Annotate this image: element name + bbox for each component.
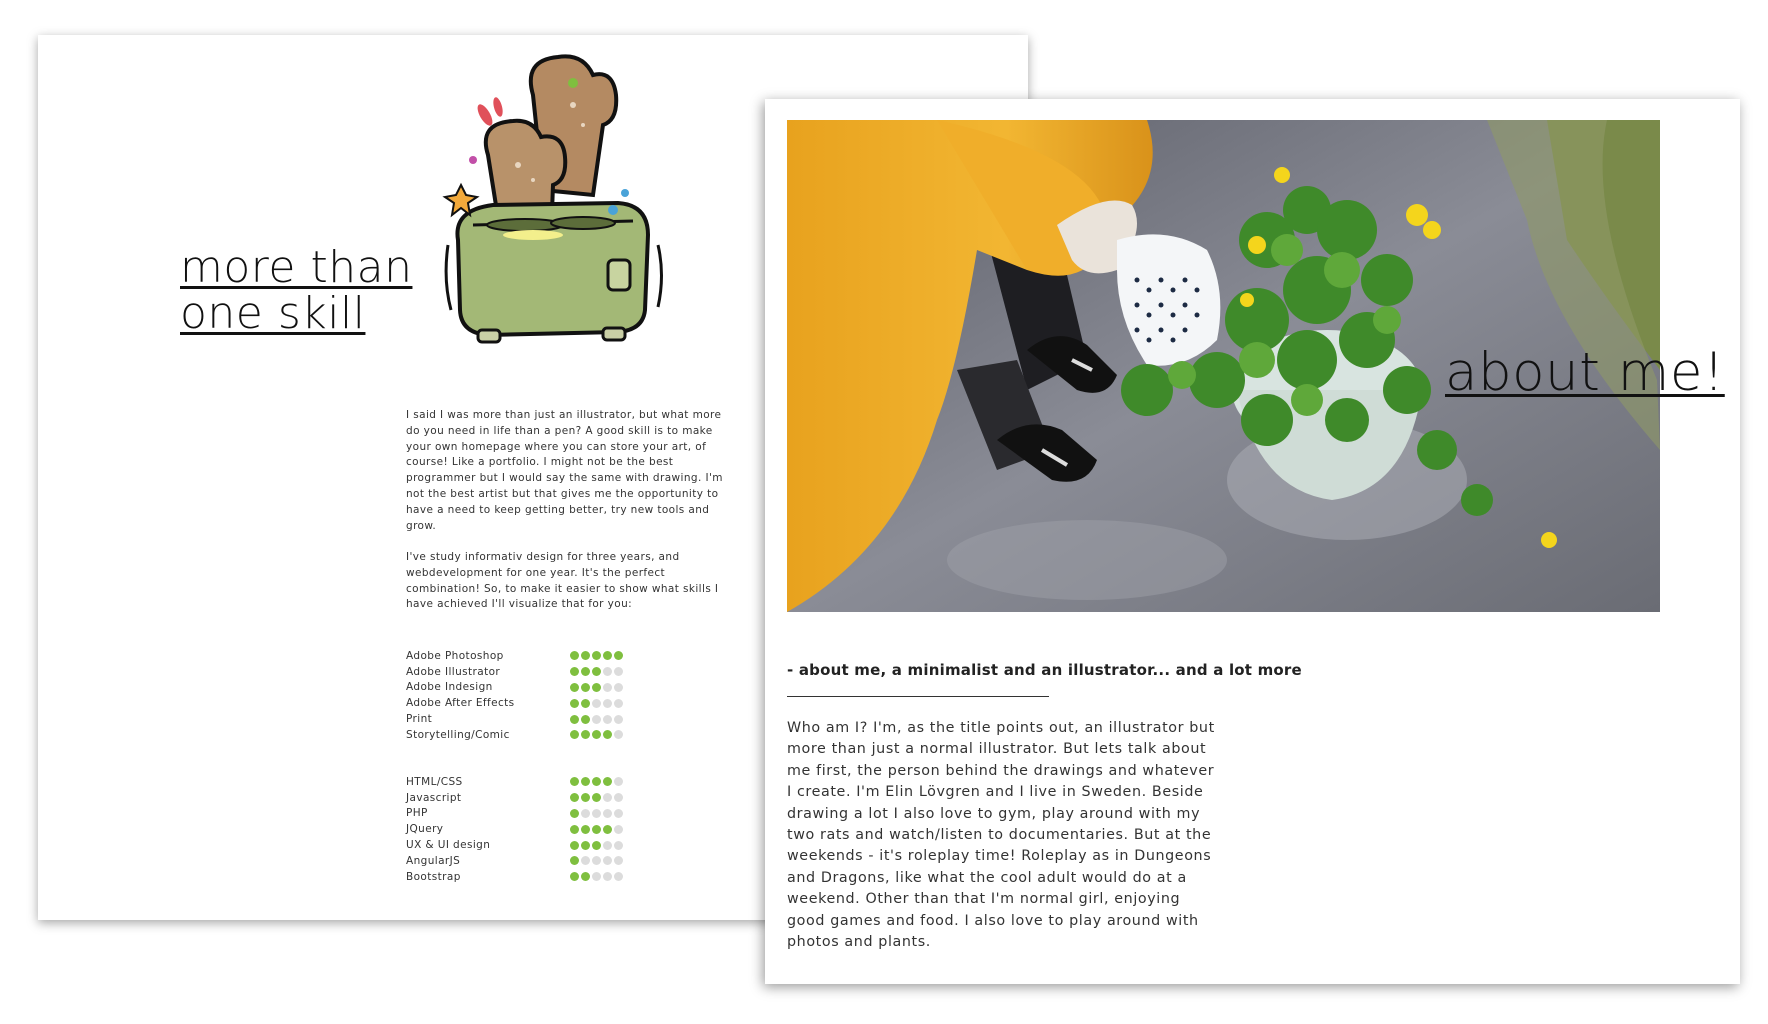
skills-heading-line1: more than — [180, 242, 413, 293]
skill-rating — [570, 715, 623, 724]
toaster-illustration — [433, 45, 683, 345]
rating-dot-filled — [581, 872, 590, 881]
skill-row — [406, 837, 646, 853]
rating-dot-empty — [614, 715, 623, 724]
rating-dot-filled — [581, 825, 590, 834]
rating-dot-empty — [614, 841, 623, 850]
rating-dot-empty — [581, 856, 590, 865]
skill-row — [406, 711, 646, 727]
rating-dot-filled — [592, 667, 601, 676]
rating-dot-filled — [581, 699, 590, 708]
skill-name: Print — [406, 713, 433, 726]
rating-dot-filled — [570, 856, 579, 865]
skill-name: Adobe Indesign — [406, 681, 493, 694]
rating-dot-empty — [603, 715, 612, 724]
skill-row — [406, 869, 646, 885]
rating-dot-filled — [570, 777, 579, 786]
rating-dot-empty — [614, 683, 623, 692]
skill-row — [406, 648, 646, 664]
skill-row — [406, 790, 646, 806]
skill-rating — [570, 825, 623, 834]
rating-dot-filled — [570, 667, 579, 676]
rating-dot-empty — [614, 825, 623, 834]
skill-row — [406, 727, 646, 743]
skill-rating — [570, 809, 623, 818]
skill-name: HTML/CSS — [406, 775, 463, 788]
rating-dot-empty — [614, 730, 623, 739]
skill-name: JQuery — [406, 823, 444, 836]
skill-rating — [570, 777, 623, 786]
skill-rating — [570, 841, 623, 850]
dev-skills-list — [406, 774, 646, 885]
rating-dot-filled — [592, 730, 601, 739]
rating-dot-filled — [592, 651, 601, 660]
skill-rating — [570, 872, 623, 881]
rating-dot-filled — [570, 683, 579, 692]
subtitle-divider — [787, 696, 1049, 697]
rating-dot-filled — [570, 825, 579, 834]
rating-dot-empty — [581, 809, 590, 818]
rating-dot-filled — [614, 651, 623, 660]
rating-dot-filled — [570, 841, 579, 850]
rating-dot-empty — [614, 699, 623, 708]
about-subtitle: - about me, a minimalist and an illustrator... and a lot more — [787, 661, 1302, 679]
rating-dot-empty — [592, 856, 601, 865]
rating-dot-filled — [581, 683, 590, 692]
skill-row — [406, 664, 646, 680]
about-body-text: Who am I? I'm, as the title points out, an illustrator but more than just a normal illustrator. But lets talk about me first, the person behind the drawings and whatever I create. I'm Elin Lövgren and I live in Sweden. Beside drawing a lot I also love to gym, play around with my two rats and watch/listen to documentaries. But at the weekends - it's roleplay time! Roleplay as in Dungeons and Dragons, like what the cool adult would do at a weekend. Other than that I'm normal girl, enjoying good games and food. I also love to play around with photos and plants. — [787, 720, 1215, 951]
skill-row — [406, 853, 646, 869]
rating-dot-filled — [581, 793, 590, 802]
skill-name: Adobe Photoshop — [406, 649, 504, 662]
skills-intro-paragraph: I said I was more than just an illustrator, but what more do you need in life than a pen? A good skill is to make your own homepage where you can store your art, of course! Like a portfolio. I might not be the best programmer but I would say the same with drawing. I'm not the best artist but that gives me the opportunity to have a need to keep getting better, try new tools and grow. — [406, 409, 723, 532]
rating-dot-empty — [614, 793, 623, 802]
rating-dot-empty — [592, 809, 601, 818]
rating-dot-filled — [570, 715, 579, 724]
skill-name: PHP — [406, 807, 428, 820]
rating-dot-empty — [603, 856, 612, 865]
rating-dot-empty — [592, 872, 601, 881]
skills-heading-link[interactable] — [180, 242, 420, 339]
rating-dot-filled — [581, 777, 590, 786]
rating-dot-filled — [603, 651, 612, 660]
rating-dot-empty — [592, 715, 601, 724]
skill-rating — [570, 699, 623, 708]
rating-dot-empty — [614, 777, 623, 786]
skill-rating — [570, 856, 623, 865]
skill-name: Storytelling/Comic — [406, 728, 510, 741]
skill-name: UX & UI design — [406, 839, 491, 852]
rating-dot-empty — [592, 699, 601, 708]
rating-dot-filled — [570, 699, 579, 708]
skill-name: Adobe Illustrator — [406, 665, 501, 678]
rating-dot-empty — [603, 872, 612, 881]
about-page — [765, 99, 1740, 984]
rating-dot-filled — [603, 777, 612, 786]
skill-row — [406, 806, 646, 822]
design-skills-list — [406, 648, 646, 743]
skill-row — [406, 774, 646, 790]
rating-dot-empty — [614, 809, 623, 818]
skill-rating — [570, 667, 623, 676]
rating-dot-filled — [581, 651, 590, 660]
rating-dot-empty — [603, 683, 612, 692]
rating-dot-filled — [592, 841, 601, 850]
skill-name: AngularJS — [406, 854, 461, 867]
rating-dot-filled — [570, 730, 579, 739]
skill-rating — [570, 793, 623, 802]
rating-dot-filled — [592, 793, 601, 802]
skill-rating — [570, 730, 623, 739]
rating-dot-empty — [614, 872, 623, 881]
rating-dot-filled — [581, 841, 590, 850]
rating-dot-empty — [603, 667, 612, 676]
skill-row — [406, 695, 646, 711]
skills-study-paragraph: I've study informativ design for three years, and webdevelopment for one year. It's the perfect combination! So, to make it easier to show what skills I have achieved I'll visualize that for you: — [406, 551, 719, 611]
rating-dot-empty — [603, 809, 612, 818]
rating-dot-filled — [592, 683, 601, 692]
skills-heading-line2: one skill — [180, 288, 366, 339]
skill-rating — [570, 683, 623, 692]
rating-dot-filled — [581, 715, 590, 724]
skill-row — [406, 821, 646, 837]
rating-dot-filled — [570, 651, 579, 660]
rating-dot-empty — [614, 856, 623, 865]
about-heading-link[interactable]: about me! — [1445, 342, 1725, 403]
rating-dot-filled — [603, 730, 612, 739]
rating-dot-filled — [581, 667, 590, 676]
rating-dot-empty — [614, 667, 623, 676]
rating-dot-filled — [570, 809, 579, 818]
skill-row — [406, 680, 646, 696]
rating-dot-filled — [603, 825, 612, 834]
rating-dot-empty — [603, 841, 612, 850]
rating-dot-filled — [570, 872, 579, 881]
rating-dot-filled — [592, 825, 601, 834]
skill-name: Bootstrap — [406, 870, 461, 883]
skill-name: Adobe After Effects — [406, 697, 515, 710]
skill-name: Javascript — [406, 791, 462, 804]
rating-dot-filled — [570, 793, 579, 802]
rating-dot-filled — [581, 730, 590, 739]
rating-dot-empty — [603, 699, 612, 708]
rating-dot-empty — [603, 793, 612, 802]
skill-rating — [570, 651, 623, 660]
rating-dot-filled — [592, 777, 601, 786]
